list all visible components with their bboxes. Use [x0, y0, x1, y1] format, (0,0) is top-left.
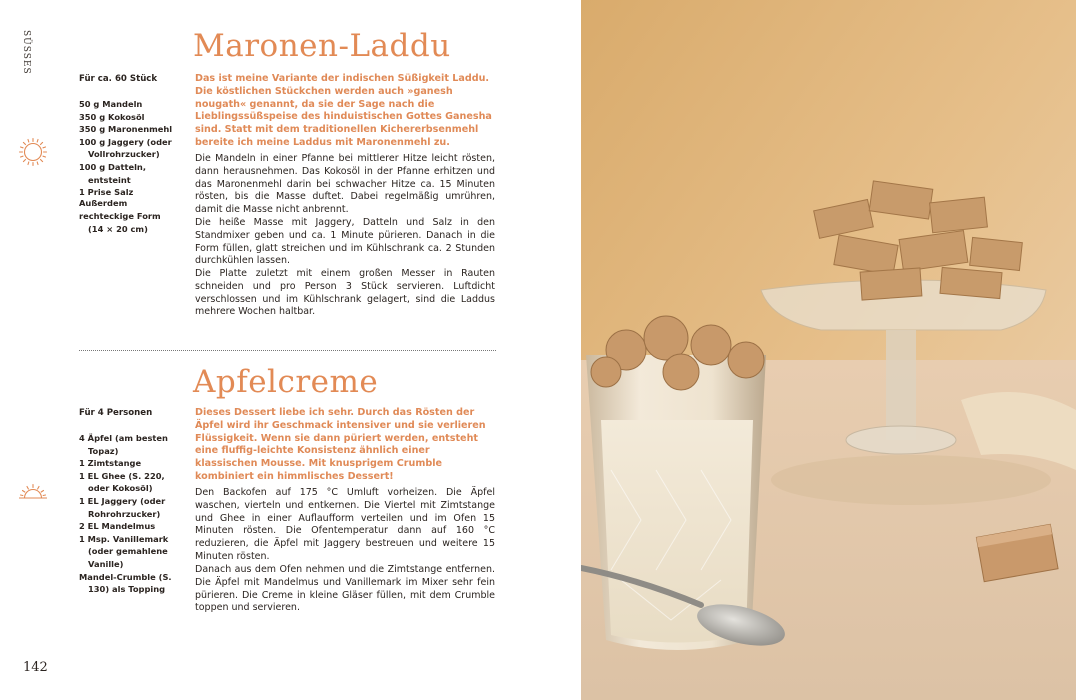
extra-items: [79, 210, 179, 235]
extra-item: (14 × 20 cm): [88, 223, 148, 234]
recipe-step: Danach aus dem Ofen nehmen und die Zimtstange entfernen. Die Äpfel mit Mandelmus und Vanillemark im Mixer sehr fein pürieren. Die Creme in kleine Gläser füllen, mit dem Crumble toppen und servieren.: [195, 564, 495, 614]
ingredient-list: [79, 98, 179, 199]
recipe-step: Den Backofen auf 175 °C Umluft vorheizen. Die Äpfel waschen, vierteln und entkernen. Die Viertel mit Zimtstange und Ghee in einer Auflaufform verteilen und im Ofen 15 Minuten rösten. Die Ofentemperatur dann auf 160 °C reduzieren, die Äpfel mit Jaggery bestreuen und weitere 15 Minuten rösten.: [195, 487, 495, 562]
ingredient-list: [79, 432, 179, 596]
recipe-title-apfelcreme: Apfelcreme: [193, 364, 379, 400]
ingredient-item: 1 Zimtstange: [79, 458, 142, 469]
recipe-step: Die heiße Masse mit Jaggery, Datteln und Salz in den Standmixer geben und ca. 1 Minute pürieren. Danach in die Form füllen, glatt streichen und im Kühlschrank ca. 2 Stunden durchkühlen lassen.: [195, 217, 495, 267]
ingredient-item: 1 Msp. Vanillemark (oder gemahlene Vanille): [79, 533, 169, 569]
section-divider: [79, 350, 496, 351]
sun-icon: [18, 137, 48, 171]
ingredient-item: 1 Prise Salz: [79, 187, 134, 198]
ingredient-item: 350 g Kokosöl: [79, 111, 145, 122]
recipe-intro: Das ist meine Variante der indischen Süßigkeit Laddu. Die köstlichen Stückchen werden auch »ganesh nougath« genannt, da sie der Sage nach die Lieblingssüßspeise des hinduistischen Gottes Ganesha sind. Statt mit dem traditionellen Kichererbsenmehl bereite ich meine Laddus mit Maronenmehl zu.: [195, 73, 492, 148]
extra-heading: Außerdem: [79, 198, 128, 208]
ingredient-item: 350 g Maronenmehl: [79, 124, 173, 135]
recipe-step: Die Mandeln in einer Pfanne bei mittlerer Hitze leicht rösten, dann herausnehmen. Das Kokosöl in der Pfanne erhitzen und das Maronenmehl darin bei schwacher Hitze ca. 15 Minuten rösten, bis die Masse duftet. Dabei regelmäßig umrühren, damit die Masse nicht anbrennt.: [195, 153, 495, 216]
ingredient-item: 100 g Jaggery (oder Vollrohrzucker): [79, 136, 172, 160]
ingredient-item: 50 g Mandeln: [79, 99, 143, 109]
section-label: SÜSSES: [21, 30, 31, 75]
sunrise-icon: [18, 478, 48, 506]
ingredient-item: 2 EL Mandelmus: [79, 521, 156, 532]
ingredient-item: 1 EL Jaggery (oder Rohrohrzucker): [79, 495, 166, 519]
ingredient-item: 100 g Datteln, entsteint: [79, 161, 146, 185]
ingredient-item: 4 Äpfel (am besten Topaz): [79, 433, 168, 456]
serves-label: Für ca. 60 Stück: [79, 74, 158, 84]
serves-label: Für 4 Personen: [79, 408, 153, 418]
recipe-title-maronen-laddu: Maronen-Laddu: [193, 28, 451, 64]
recipe-intro: Dieses Dessert liebe ich sehr. Durch das Rösten der Äpfel wird ihr Geschmack intensiver und sie verlieren Flüssigkeit. Wenn sie dann püriert werden, entsteht eine fluffig-leichte Konsistenz ähnlich einer klassischen Mousse. Mit knusprigem Crumble kombiniert ein himmlisches Dessert!: [195, 407, 486, 482]
ingredient-item: Mandel-Crumble (S. 130) als Topping: [79, 571, 172, 595]
page-number: 142: [23, 660, 48, 675]
recipe-step: Die Platte zuletzt mit einem großen Messer in Rauten schneiden und pro Person 3 Stück servieren. Luftdicht verschlossen und im Kühlschrank gelagert, sind die Laddus mehrere Wochen haltbar.: [195, 268, 495, 318]
dessert-photo: [581, 0, 1076, 700]
extra-item: rechteckige Form: [79, 211, 161, 221]
ingredient-item: 1 EL Ghee (S. 220, oder Kokosöl): [79, 470, 165, 494]
